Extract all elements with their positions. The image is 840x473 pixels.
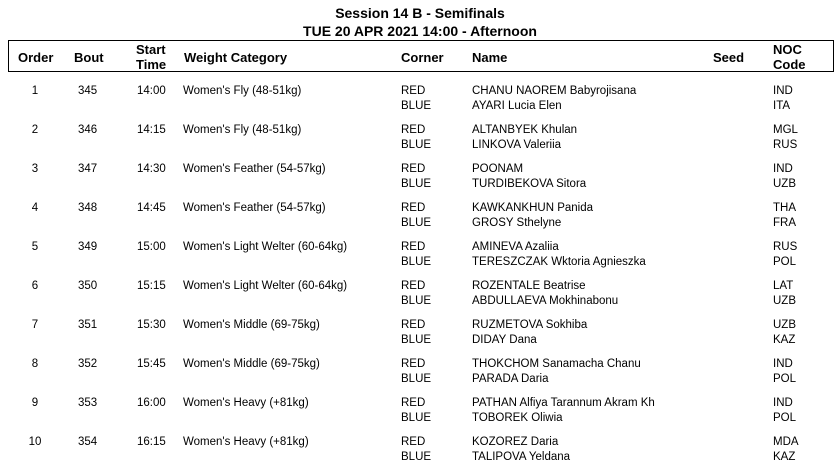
- red-corner: RED: [401, 163, 426, 175]
- start-time: 16:00: [137, 397, 166, 409]
- bout-order: 9: [31, 397, 39, 409]
- table-row: [0, 313, 840, 345]
- weight-category: Women's Fly (48-51kg): [183, 85, 302, 97]
- blue-noc-code: ITA: [773, 100, 791, 112]
- red-noc-code: MDA: [773, 436, 799, 448]
- header-code: Code: [773, 57, 806, 72]
- red-boxer-name: RUZMETOVA Sokhiba: [472, 319, 588, 331]
- header-corner: Corner: [401, 50, 444, 65]
- bout-number: 354: [78, 436, 98, 448]
- bout-number: 350: [78, 280, 98, 292]
- red-boxer-name: AMINEVA Azaliia: [472, 241, 559, 253]
- table-row: [0, 118, 840, 150]
- blue-boxer-name: TALIPOVA Yeldana: [472, 451, 571, 463]
- blue-corner: BLUE: [401, 178, 432, 190]
- start-time: 14:30: [137, 163, 166, 175]
- bout-order: 6: [31, 280, 39, 292]
- red-corner: RED: [401, 280, 426, 292]
- table-header: [8, 40, 834, 72]
- bout-order: 1: [31, 85, 39, 97]
- header-name: Name: [472, 50, 508, 65]
- table-row: [0, 157, 840, 189]
- red-boxer-name: CHANU NAOREM Babyrojisana: [472, 85, 637, 97]
- red-noc-code: MGL: [773, 124, 798, 136]
- red-noc-code: LAT: [773, 280, 794, 292]
- red-boxer-name: PATHAN Alfiya Tarannum Akram Kh: [472, 397, 655, 409]
- weight-category: Women's Heavy (+81kg): [183, 436, 309, 448]
- red-noc-code: IND: [773, 85, 793, 97]
- weight-category: Women's Middle (69-75kg): [183, 358, 320, 370]
- red-corner: RED: [401, 85, 426, 97]
- blue-boxer-name: LINKOVA Valeriia: [472, 139, 562, 151]
- header-bout: Bout: [74, 50, 104, 65]
- table-row: [0, 235, 840, 267]
- red-corner: RED: [401, 358, 426, 370]
- red-boxer-name: THOKCHOM Sanamacha Chanu: [472, 358, 641, 370]
- blue-corner: BLUE: [401, 451, 432, 463]
- bout-order: 5: [31, 241, 39, 253]
- table-row: [0, 391, 840, 423]
- bout-number: 345: [78, 85, 98, 97]
- blue-corner: BLUE: [401, 412, 432, 424]
- weight-category: Women's Middle (69-75kg): [183, 319, 320, 331]
- start-time: 15:15: [137, 280, 166, 292]
- blue-noc-code: UZB: [773, 295, 796, 307]
- red-corner: RED: [401, 436, 426, 448]
- blue-corner: BLUE: [401, 373, 432, 385]
- red-boxer-name: ROZENTALE Beatrise: [472, 280, 586, 292]
- blue-boxer-name: AYARI Lucia Elen: [472, 100, 562, 112]
- red-corner: RED: [401, 124, 426, 136]
- bout-number: 351: [78, 319, 98, 331]
- weight-category: Women's Heavy (+81kg): [183, 397, 309, 409]
- bout-number: 349: [78, 241, 98, 253]
- header-time: Time: [136, 57, 167, 72]
- blue-boxer-name: TURDIBEKOVA Sitora: [472, 178, 587, 190]
- start-time: 16:15: [137, 436, 166, 448]
- red-corner: RED: [401, 202, 426, 214]
- red-boxer-name: POONAM: [472, 163, 524, 175]
- blue-corner: BLUE: [401, 334, 432, 346]
- header-weight-category: Weight Category: [184, 50, 288, 65]
- blue-boxer-name: ABDULLAEVA Mokhinabonu: [472, 295, 619, 307]
- table-row: [0, 79, 840, 111]
- bout-number: 353: [78, 397, 98, 409]
- weight-category: Women's Light Welter (60-64kg): [183, 280, 348, 292]
- blue-boxer-name: DIDAY Dana: [472, 334, 537, 346]
- blue-boxer-name: PARADA Daria: [472, 373, 549, 385]
- blue-noc-code: FRA: [773, 217, 796, 229]
- session-title: Session 14 B - Semifinals: [335, 5, 505, 21]
- blue-noc-code: RUS: [773, 139, 798, 151]
- header-start: Start: [136, 42, 166, 57]
- blue-corner: BLUE: [401, 100, 432, 112]
- red-corner: RED: [401, 241, 426, 253]
- session-subtitle: TUE 20 APR 2021 14:00 - Afternoon: [303, 23, 537, 39]
- red-noc-code: RUS: [773, 241, 798, 253]
- blue-corner: BLUE: [401, 256, 432, 268]
- header-order: Order: [18, 50, 54, 65]
- bout-order: 2: [31, 124, 39, 136]
- bout-number: 346: [78, 124, 98, 136]
- start-time: 14:00: [137, 85, 166, 97]
- bout-order: 3: [31, 163, 39, 175]
- red-boxer-name: KOZOREZ Daria: [472, 436, 559, 448]
- blue-noc-code: KAZ: [773, 334, 796, 346]
- bout-number: 348: [78, 202, 98, 214]
- red-boxer-name: KAWKANKHUN Panida: [472, 202, 594, 214]
- blue-noc-code: POL: [773, 256, 797, 268]
- red-corner: RED: [401, 319, 426, 331]
- bout-order: 8: [31, 358, 39, 370]
- red-noc-code: IND: [773, 397, 793, 409]
- blue-boxer-name: TERESZCZAK Wktoria Agnieszka: [472, 256, 646, 268]
- bout-number: 352: [78, 358, 98, 370]
- red-boxer-name: ALTANBYEK Khulan: [472, 124, 578, 136]
- blue-corner: BLUE: [401, 217, 432, 229]
- red-noc-code: IND: [773, 358, 793, 370]
- red-noc-code: UZB: [773, 319, 796, 331]
- blue-corner: BLUE: [401, 295, 432, 307]
- red-noc-code: IND: [773, 163, 793, 175]
- red-noc-code: THA: [773, 202, 796, 214]
- weight-category: Women's Fly (48-51kg): [183, 124, 302, 136]
- start-time: 14:15: [137, 124, 166, 136]
- weight-category: Women's Light Welter (60-64kg): [183, 241, 348, 253]
- header-noc: NOC: [773, 42, 802, 57]
- weight-category: Women's Feather (54-57kg): [183, 163, 326, 175]
- start-time: 14:45: [137, 202, 166, 214]
- blue-corner: BLUE: [401, 139, 432, 151]
- table-row: [0, 430, 840, 462]
- table-row: [0, 352, 840, 384]
- header-seed: Seed: [713, 50, 745, 65]
- weight-category: Women's Feather (54-57kg): [183, 202, 326, 214]
- bout-order: 7: [31, 319, 39, 331]
- blue-noc-code: KAZ: [773, 451, 796, 463]
- blue-noc-code: UZB: [773, 178, 796, 190]
- start-time: 15:30: [137, 319, 166, 331]
- start-time: 15:00: [137, 241, 166, 253]
- bout-order: 4: [31, 202, 39, 214]
- red-corner: RED: [401, 397, 426, 409]
- blue-noc-code: POL: [773, 412, 797, 424]
- start-time: 15:45: [137, 358, 166, 370]
- blue-boxer-name: TOBOREK Oliwia: [472, 412, 563, 424]
- blue-boxer-name: GROSY Sthelyne: [472, 217, 562, 229]
- blue-noc-code: POL: [773, 373, 797, 385]
- bout-number: 347: [78, 163, 98, 175]
- table-row: [0, 274, 840, 306]
- table-row: [0, 196, 840, 228]
- bout-order: 10: [28, 436, 42, 448]
